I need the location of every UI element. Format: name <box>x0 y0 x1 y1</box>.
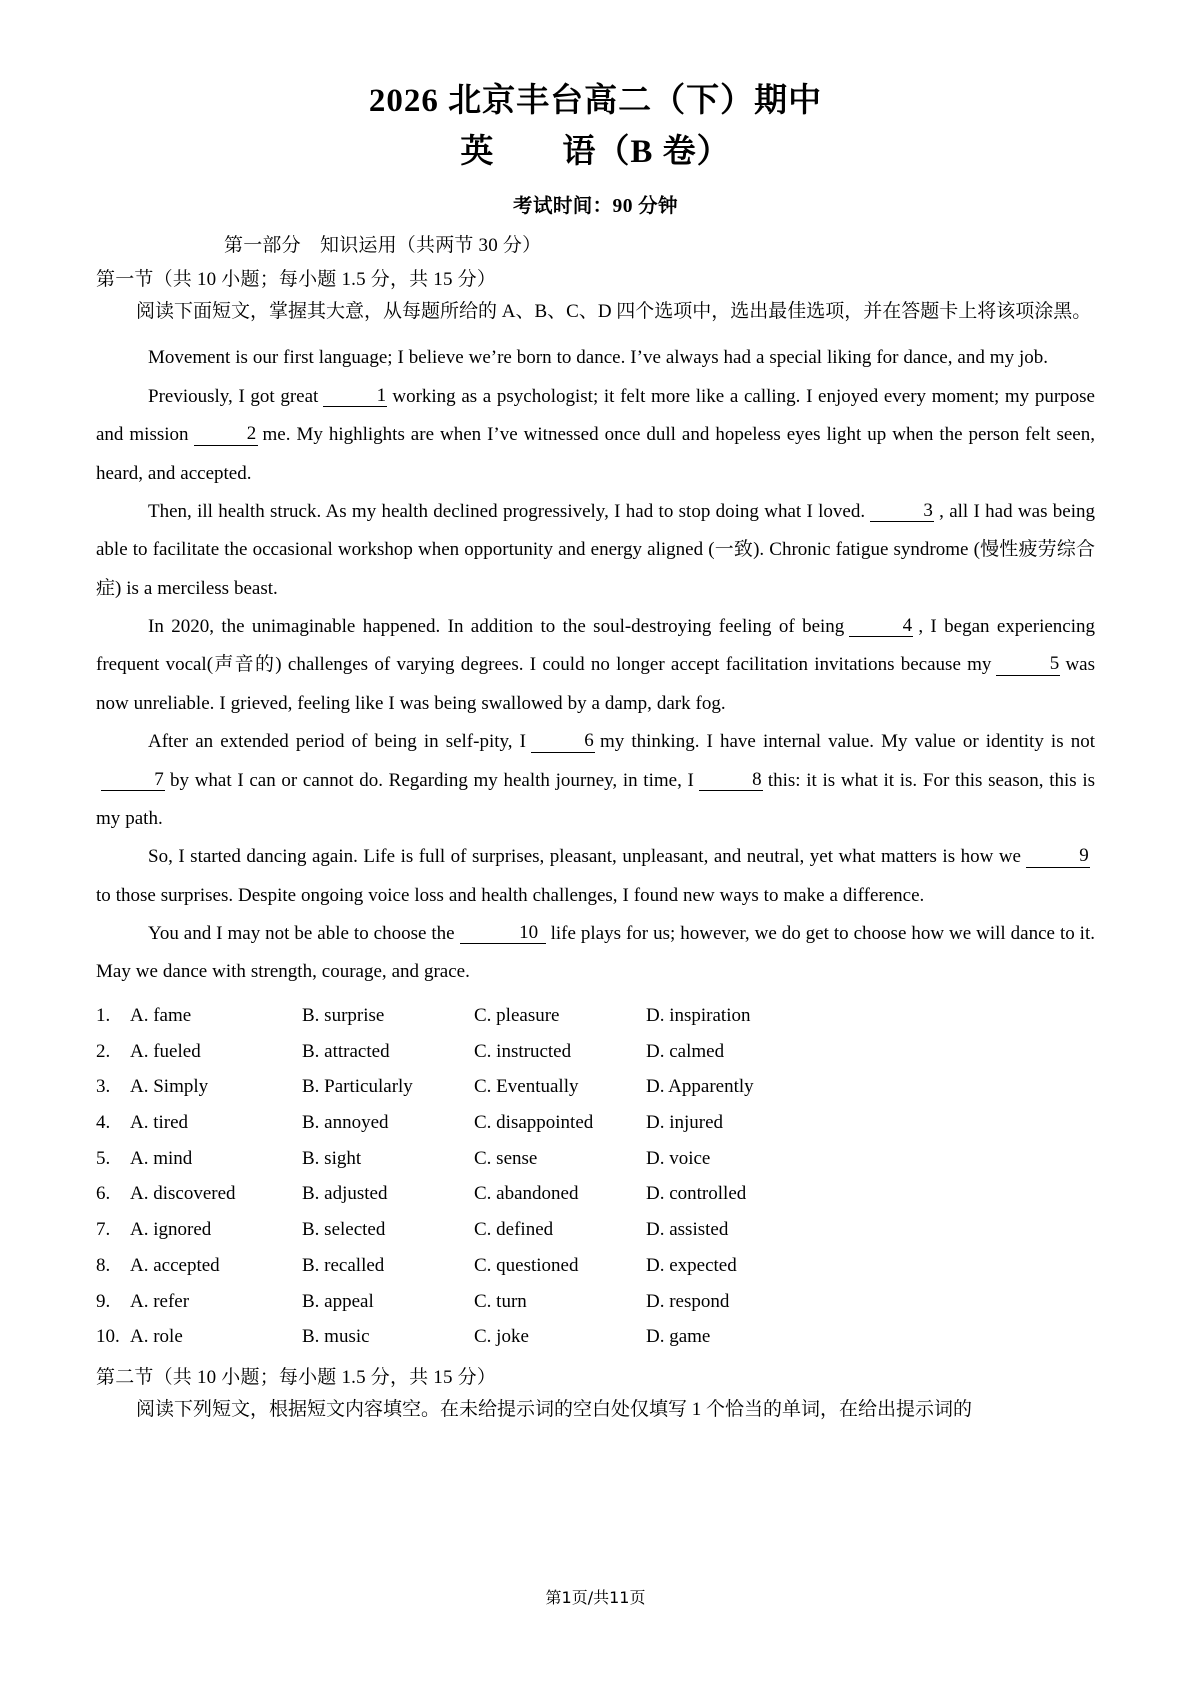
option-c[interactable]: C. defined <box>474 1219 554 1241</box>
paragraph-5-text-a: After an extended period of being in self-pity, I <box>148 731 526 753</box>
question-row <box>96 1176 1095 1212</box>
paragraph-3-text-b: , all I had was being able to facilitate the occasional workshop when opportunity and energy aligned (一致). Chronic fatigue syndrome (慢性疲劳综合症) is a merciless beast. <box>96 500 1096 599</box>
option-a[interactable]: A. fame <box>130 1004 192 1026</box>
question-row <box>96 1069 1095 1105</box>
section-two-directions: 阅读下列短文，根据短文内容填空。在未给提示词的空白处仅填写 1 个恰当的单词，在给出提示词的 <box>136 1399 973 1421</box>
option-d[interactable]: D. controlled <box>646 1183 747 1205</box>
passage-paragraph-6 <box>96 838 1095 915</box>
option-b[interactable]: B. music <box>302 1326 370 1348</box>
option-d[interactable]: D. voice <box>646 1147 711 1169</box>
blank-7[interactable]: 7 <box>101 769 165 791</box>
passage-paragraph-5 <box>96 723 1095 838</box>
blank-6[interactable]: 6 <box>531 730 595 752</box>
question-row <box>96 1212 1095 1248</box>
exam-duration: 考试时间：90 分钟 <box>513 195 678 217</box>
option-d[interactable]: D. respond <box>646 1290 730 1312</box>
option-c[interactable]: C. pleasure <box>474 1004 560 1026</box>
cloze-passage <box>96 339 1095 991</box>
option-a[interactable]: A. tired <box>130 1112 189 1134</box>
page-title: 2026 北京丰台高二（下）期中 <box>368 83 823 119</box>
paragraph-1-text: Movement is our first language; I believe we’re born to dance. I’ve always had a special liking for dance, and my job. <box>148 347 1049 369</box>
paragraph-4-text-c: was now unreliable. I grieved, feeling like I was being swallowed by a damp, dark fog. <box>96 654 1095 714</box>
option-b[interactable]: B. selected <box>302 1219 386 1241</box>
option-b[interactable]: B. adjusted <box>302 1183 388 1205</box>
paragraph-7-text-b: life plays for us; however, we do get to choose how we will dance to it. May we dance with strength, courage, and grace. <box>96 923 1095 983</box>
paragraph-2-text-c: me. My highlights are when I’ve witnessed once dull and hopeless eyes light up when the person felt seen, heard, and accepted. <box>96 424 1095 484</box>
blank-9[interactable]: 9 <box>1026 845 1090 867</box>
paragraph-6-text-b: to those surprises. Despite ongoing voice loss and health challenges, I found new ways to make a difference. <box>96 884 925 906</box>
question-number: 1. <box>96 1004 111 1026</box>
page-subtitle: 英 语（B 卷） <box>460 133 731 170</box>
question-row <box>96 1141 1095 1177</box>
paragraph-4-text-b: , I began experiencing frequent vocal(声音的) challenges of varying degrees. I could no longer accept facilitation invitations because my <box>96 616 1095 676</box>
question-row <box>96 1248 1095 1284</box>
question-number: 10. <box>96 1326 120 1348</box>
blank-2[interactable]: 2 <box>194 423 258 445</box>
option-c[interactable]: C. abandoned <box>474 1183 579 1205</box>
passage-paragraph-1 <box>96 339 1095 377</box>
option-c[interactable]: C. instructed <box>474 1040 572 1062</box>
option-b[interactable]: B. Particularly <box>302 1076 413 1098</box>
page-footer: 第1页/共11页 <box>545 1588 646 1607</box>
question-number: 7. <box>96 1219 111 1241</box>
option-c[interactable]: C. Eventually <box>474 1076 579 1098</box>
question-number: 6. <box>96 1183 111 1205</box>
blank-10[interactable]: 10 <box>460 922 546 944</box>
option-a[interactable]: A. fueled <box>130 1040 201 1062</box>
passage-paragraph-7 <box>96 915 1095 992</box>
option-a[interactable]: A. refer <box>130 1290 190 1312</box>
option-a[interactable]: A. ignored <box>130 1219 212 1241</box>
blank-1[interactable]: 1 <box>323 385 387 407</box>
option-b[interactable]: B. appeal <box>302 1290 374 1312</box>
option-a[interactable]: A. discovered <box>130 1183 236 1205</box>
option-d[interactable]: D. assisted <box>646 1219 729 1241</box>
passage-paragraph-3 <box>96 493 1095 608</box>
paragraph-2-text-a: Previously, I got great <box>148 385 319 407</box>
paragraph-2-text-b: working as a psychologist; it felt more like a calling. I enjoyed every moment; my purpose and mission <box>96 385 1095 446</box>
option-c[interactable]: C. sense <box>474 1147 538 1169</box>
option-d[interactable]: D. game <box>646 1326 711 1348</box>
passage-paragraph-2 <box>96 378 1095 493</box>
option-d[interactable]: D. injured <box>646 1112 724 1134</box>
option-d[interactable]: D. Apparently <box>646 1076 754 1098</box>
option-d[interactable]: D. inspiration <box>646 1004 751 1026</box>
question-number: 8. <box>96 1254 111 1276</box>
option-a[interactable]: A. Simply <box>130 1076 209 1098</box>
option-c[interactable]: C. joke <box>474 1326 529 1348</box>
option-d[interactable]: D. expected <box>646 1254 737 1276</box>
blank-3[interactable]: 3 <box>870 500 934 522</box>
question-options-list <box>96 998 1095 1355</box>
part-one-header: 第一部分 知识运用（共两节 30 分） <box>224 234 542 256</box>
option-b[interactable]: B. attracted <box>302 1040 390 1062</box>
paragraph-3-text-a: Then, ill health struck. As my health declined progressively, I had to stop doing what I loved. <box>148 500 866 522</box>
option-b[interactable]: B. sight <box>302 1147 362 1169</box>
question-row <box>96 1105 1095 1141</box>
question-row <box>96 1284 1095 1320</box>
blank-5[interactable]: 5 <box>996 653 1060 675</box>
question-number: 3. <box>96 1076 111 1098</box>
paragraph-5-text-b: my thinking. I have internal value. My value or identity is not <box>599 731 1095 753</box>
question-number: 4. <box>96 1112 111 1134</box>
option-c[interactable]: C. turn <box>474 1290 527 1312</box>
option-a[interactable]: A. role <box>130 1326 183 1348</box>
question-row <box>96 998 1095 1034</box>
option-b[interactable]: B. recalled <box>302 1254 385 1276</box>
section-one-directions: 阅读下面短文，掌握其大意，从每题所给的 A、B、C、D 四个选项中，选出最佳选项，并在答题卡上将该项涂黑。 <box>136 300 1092 322</box>
option-c[interactable]: C. disappointed <box>474 1112 594 1134</box>
option-a[interactable]: A. mind <box>130 1147 193 1169</box>
paragraph-4-text-a: In 2020, the unimaginable happened. In addition to the soul-destroying feeling of being <box>148 616 845 638</box>
question-number: 2. <box>96 1040 111 1062</box>
question-row <box>96 1034 1095 1070</box>
question-number: 5. <box>96 1147 111 1169</box>
blank-8[interactable]: 8 <box>699 769 763 791</box>
blank-4[interactable]: 4 <box>849 615 913 637</box>
option-c[interactable]: C. questioned <box>474 1254 579 1276</box>
paragraph-5-text-d: this: it is what it is. For this season, this is my path. <box>96 769 1096 829</box>
section-two-header: 第二节（共 10 小题；每小题 1.5 分，共 15 分） <box>96 1367 497 1389</box>
option-b[interactable]: B. surprise <box>302 1004 385 1026</box>
option-b[interactable]: B. annoyed <box>302 1112 389 1134</box>
section-one-header: 第一节（共 10 小题；每小题 1.5 分，共 15 分） <box>96 268 497 290</box>
option-a[interactable]: A. accepted <box>130 1254 220 1276</box>
paragraph-5-text-c: by what I can or cannot do. Regarding my health journey, in time, I <box>170 769 694 791</box>
passage-paragraph-4 <box>96 608 1095 723</box>
paragraph-7-text-a: You and I may not be able to choose the <box>148 923 455 945</box>
paragraph-6-text-a: So, I started dancing again. Life is full of surprises, pleasant, unpleasant, and neutral, yet what matters is how we <box>148 846 1021 868</box>
option-d[interactable]: D. calmed <box>646 1040 725 1062</box>
question-number: 9. <box>96 1290 111 1312</box>
question-row <box>96 1319 1095 1355</box>
